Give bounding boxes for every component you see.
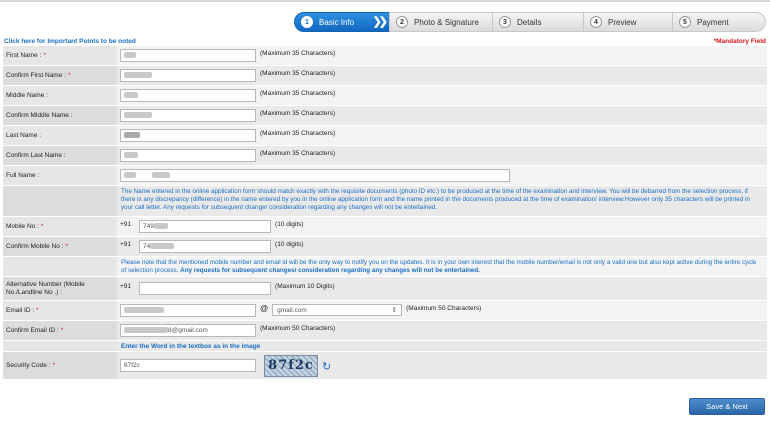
captcha-text: 87f2c xyxy=(268,358,314,373)
country-code: +91 xyxy=(120,283,132,290)
full-name-label: Full Name : xyxy=(6,172,40,179)
first-name-row xyxy=(3,46,767,66)
confirm-mobile-input[interactable] xyxy=(139,240,271,253)
middle-name-hint: (Maximum 35 Characters) xyxy=(260,90,336,97)
masked-value xyxy=(124,92,138,98)
required-mark: * xyxy=(36,307,39,314)
confirm-mobile-label: Confirm Mobile No : xyxy=(6,243,64,250)
save-next-button[interactable]: Save & Next xyxy=(689,398,765,415)
confirm-email-hint: (Maximum 50 Characters) xyxy=(260,325,336,332)
email-hint: (Maximum 50 Characters) xyxy=(406,305,482,312)
step-details[interactable] xyxy=(492,12,584,32)
mobile-note-text: Please note that the mentioned mobile number and email id will be the only way to notify you on the updates. It is in your own interest that the mobile number/email is not only a valid one but also kept active during the entire cycle of selection process. xyxy=(121,259,757,274)
email-label: Email ID : xyxy=(6,307,35,314)
basic-info-form xyxy=(3,46,767,380)
masked-value xyxy=(124,112,152,118)
middle-name-row xyxy=(3,86,767,106)
masked-value xyxy=(124,327,168,333)
step-number: 4 xyxy=(590,16,602,28)
required-mark: * xyxy=(40,223,44,230)
step-payment[interactable] xyxy=(672,12,766,32)
confirm-email-input[interactable] xyxy=(120,324,256,337)
alt-number-row xyxy=(3,277,767,301)
security-code-input[interactable] xyxy=(120,359,256,372)
masked-value xyxy=(124,307,164,313)
confirm-last-name-hint: (Maximum 35 Characters) xyxy=(260,150,336,157)
alt-number-input[interactable] xyxy=(139,282,271,295)
confirm-first-name-input[interactable] xyxy=(120,69,256,82)
mobile-value: 749 xyxy=(143,223,154,230)
confirm-last-name-input[interactable] xyxy=(120,149,256,162)
chevron-right-icon: ❯❯ xyxy=(372,16,385,28)
last-name-hint: (Maximum 35 Characters) xyxy=(260,130,336,137)
masked-value xyxy=(154,223,168,229)
mobile-hint: (10 digits) xyxy=(275,221,304,228)
middle-name-input[interactable] xyxy=(120,89,256,102)
step-number: 2 xyxy=(396,16,408,28)
full-name-input[interactable] xyxy=(120,169,510,182)
name-note-row xyxy=(3,186,767,217)
masked-value xyxy=(124,172,136,178)
first-name-hint: (Maximum 35 Characters) xyxy=(260,50,336,57)
confirm-last-name-row xyxy=(3,146,767,166)
masked-value xyxy=(150,243,174,249)
security-code-label: Security Code : xyxy=(6,362,51,369)
step-photo-signature[interactable] xyxy=(389,12,493,32)
mobile-row xyxy=(3,217,767,237)
required-mark: * xyxy=(60,327,64,334)
country-code: +91 xyxy=(120,221,132,228)
country-code: +91 xyxy=(120,241,132,248)
confirm-first-name-hint: (Maximum 35 Characters) xyxy=(260,70,336,77)
mobile-note xyxy=(117,257,767,277)
alt-number-hint: (Maximum 10 Digits) xyxy=(275,283,335,290)
required-mark: * xyxy=(65,243,68,250)
last-name-label: Last Name : xyxy=(6,132,42,139)
mandatory-note: *Mandatory Field xyxy=(713,38,766,45)
security-code-row xyxy=(3,352,767,380)
email-domain-select[interactable] xyxy=(272,304,402,316)
first-name-input[interactable] xyxy=(120,49,256,62)
step-label: Basic Info xyxy=(319,17,355,27)
mobile-note-bold: Any requests for subsequent changes/ consideration regarding any changes will not be entertained. xyxy=(180,267,481,274)
masked-value xyxy=(124,152,138,158)
captcha-image xyxy=(264,355,318,377)
confirm-last-name-label: Confirm Last Name : xyxy=(6,152,66,159)
captcha-instruction: Enter the Word in the textbox as in the image xyxy=(121,343,261,350)
masked-value xyxy=(152,172,170,178)
confirm-middle-name-hint: (Maximum 35 Characters) xyxy=(260,110,336,117)
masked-value xyxy=(124,72,152,78)
confirm-email-value: 8@gmail.com xyxy=(168,327,208,334)
first-name-label: First Name : xyxy=(6,52,42,59)
step-label: Payment xyxy=(697,17,729,27)
confirm-email-row xyxy=(3,321,767,341)
confirm-middle-name-label: Confirm Middle Name : xyxy=(6,112,73,119)
email-domain-value: gmail.com xyxy=(277,306,307,314)
last-name-row xyxy=(3,126,767,146)
confirm-middle-name-row xyxy=(3,106,767,126)
refresh-icon[interactable]: ↻ xyxy=(322,361,332,373)
step-number: 1 xyxy=(301,16,313,28)
email-username-input[interactable] xyxy=(120,304,256,317)
wizard-steps xyxy=(294,12,766,32)
required-mark: * xyxy=(43,52,46,59)
important-points-link[interactable]: Click here for Important Points to be noted xyxy=(4,38,136,45)
mobile-label: Mobile No : xyxy=(6,223,39,230)
masked-value xyxy=(124,132,140,138)
masked-value xyxy=(124,52,136,58)
mobile-note-row xyxy=(3,257,767,277)
alt-number-label: Alternative Number (Mobile No./Landline No .) : xyxy=(6,280,85,296)
middle-name-label: Middle Name : xyxy=(6,92,48,99)
step-number: 5 xyxy=(679,16,691,28)
top-border xyxy=(0,0,770,2)
security-code-value: 87f2c xyxy=(124,362,140,369)
step-label: Preview xyxy=(608,17,637,27)
last-name-input[interactable] xyxy=(120,129,256,142)
step-number: 3 xyxy=(499,16,511,28)
confirm-mobile-value: 74 xyxy=(143,243,151,250)
confirm-middle-name-input[interactable] xyxy=(120,109,256,122)
step-label: Photo & Signature xyxy=(414,17,479,27)
select-arrows-icon: ⇕ xyxy=(391,307,398,314)
step-basic-info[interactable] xyxy=(294,12,390,32)
name-note: The Name entered in the online application form should match exactly with the requisite documents (photo ID etc.) to be produced at the time of the examination and interview. You will be debarred from the selection process, if there is any discrepancy (difference) in the name entered by you in the online application form and the name printed in the documents produced at the time of examination/ interview.However only 35 characters will be printed in your call letter. Any requests for subsequent change/ consideration regarding any changes will not be entertained. xyxy=(121,188,750,211)
step-preview[interactable] xyxy=(583,12,673,32)
confirm-first-name-row xyxy=(3,66,767,86)
captcha-head-row xyxy=(3,341,767,352)
confirm-first-name-label: Confirm First Name : xyxy=(6,72,66,79)
required-mark: * xyxy=(67,72,71,79)
full-name-row xyxy=(3,166,767,186)
mobile-input[interactable] xyxy=(139,220,271,233)
required-mark: * xyxy=(52,362,55,369)
at-symbol: @ xyxy=(260,304,269,313)
step-label: Details xyxy=(517,17,542,27)
confirm-email-label: Confirm Email ID : xyxy=(6,327,59,334)
confirm-mobile-hint: (10 digits) xyxy=(275,241,304,248)
email-row xyxy=(3,301,767,321)
confirm-mobile-row xyxy=(3,237,767,257)
